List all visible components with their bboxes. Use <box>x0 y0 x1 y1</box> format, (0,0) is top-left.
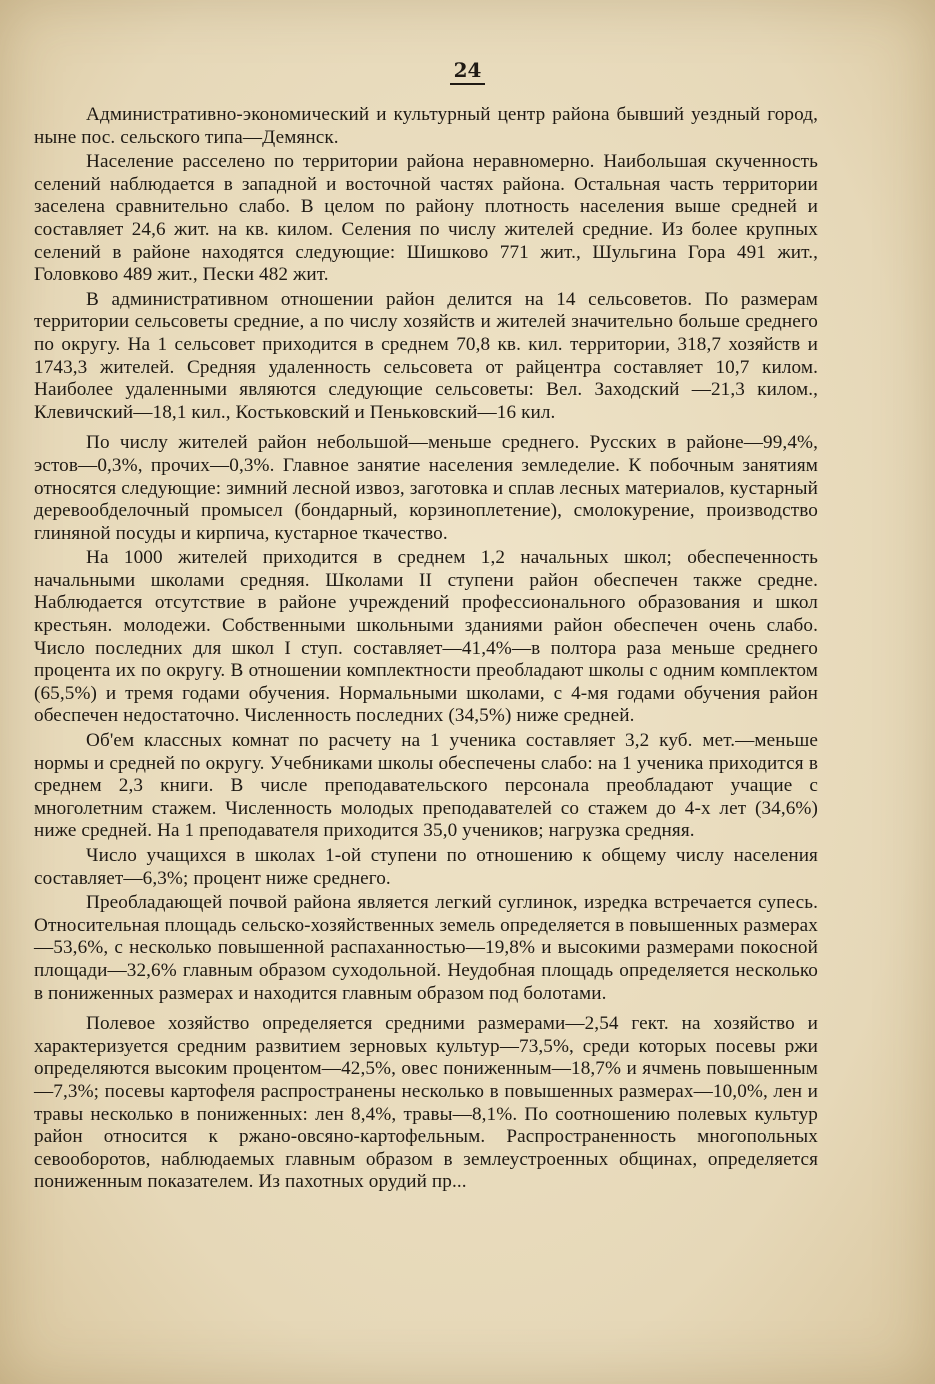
page-text <box>34 104 818 1196</box>
paragraph-students: Число учащихся в школах 1-ой ступени по отношению к общему числу населения составляет—6,3%; процент ниже среднего. <box>34 845 818 889</box>
page-number: 24 <box>0 58 935 85</box>
paragraph-soil: Преобладающей почвой района является легкий суглинок, изредка встречается супесь. Относительная площадь сельско-хозяйственных земель определяется в повышенных размерах—53,6%, с несколько повышенной распаханностью—19,8% и высокими размерами покосной площади—32,6% главным образом суходольной. Неудобная площадь определяется несколько в пониженных размерах и находится главным образом под болотами. <box>34 892 818 1004</box>
paragraph-classrooms: Об'ем классных комнат по расчету на 1 ученика составляет 3,2 куб. мет.—меньше нормы и средней по округу. Учебниками школы обеспечены слабо: на 1 ученика приходится в среднем 2,3 книги. В числе преподавательского персонала преобладают учащие с многолетним стажем. Численность молодых преподавателей со стажем до 4-х лет (34,6%) ниже средней. На 1 преподавателя приходится 35,0 учеников; нагрузка средняя. <box>34 730 818 842</box>
paragraph-field-farming: Полевое хозяйство определяется средними размерами—2,54 гект. на хозяйство и характеризуется средним развитием зерновых культур—73,5%, среди которых посевы ржи определяются высоким процентом—42,5%, овес пониженным—18,7% и ячмень повышенным—7,3%; посевы картофеля распространены несколько в повышенных размерах—10,0%, лен и травы несколько в пониженных: лен 8,4%, травы—8,1%. По соотношению полевых культур район относится к ржано-овсяно-картофельным. Распространенность многопольных севооборотов, наблюдаемых главным образом в землеустроенных общинах, определяется пониженным показателем. Из пахотных орудий пр... <box>34 1013 818 1193</box>
paragraph-admin-center: Административно-экономический и культурный центр района бывший уездный город, ныне пос. сельского типа—Демянск. <box>34 104 818 148</box>
paragraph-selsovets: В административном отношении район делится на 14 сельсоветов. По размерам территории сельсоветы средние, а по числу хозяйств и жителей значительно больше среднего по округу. На 1 сельсовет приходится в среднем 70,8 кв. кил. территории, 318,7 хозяйств и 1743,3 жителей. Средняя удаленность сельсовета от райцентра составляет 10,7 килом. Наиболее удаленными являются следующие сельсоветы: Вел. Заходский —21,3 килом., Клевичский—18,1 кил., Костьковский и Пеньковский—16 кил. <box>34 288 818 423</box>
paragraph-population: Население расселено по территории района неравномерно. Наибольшая скученность селений наблюдается в западной и восточной частях района. Остальная часть территории заселена сравнительно слабо. В целом по району плотность населения выше средней и составляет 24,6 жит. на кв. килом. Селения по числу жителей средние. Из более крупных селений в районе находятся следующие: Шишково 771 жит., Шульгина Гора 491 жит., Головково 489 жит., Пески 482 жит. <box>34 151 818 286</box>
paragraph-schools: На 1000 жителей приходится в среднем 1,2 начальных школ; обеспеченность начальными школами средняя. Школами II ступени район обеспечен также средне. Наблюдается отсутствие в районе учреждений профессионального образования и школ крестьян. молодежи. Собственными школьными зданиями район обеспечен очень слабо. Число последних для школ I ступ. составляет—41,4%—в полтора раза меньше среднего процента их по округу. В отношении комплектности преобладают школы с одним комплектом (65,5%) и тремя годами обучения. Нормальными школами, с 4-мя годами обучения район обеспечен недостаточно. Численность последних (34,5%) ниже средней. <box>34 547 818 727</box>
paragraph-residents: По числу жителей район небольшой—меньше среднего. Русских в районе—99,4%, эстов—0,3%, прочих—0,3%. Главное занятие населения земледелие. К побочным занятиям относятся следующие: зимний лесной извоз, заготовка и сплав лесных материалов, кустарный деревообделочный промысел (бондарный, корзиноплетение), смолокурение, производство глиняной посуды и кирпича, кустарное ткачество. <box>34 432 818 544</box>
